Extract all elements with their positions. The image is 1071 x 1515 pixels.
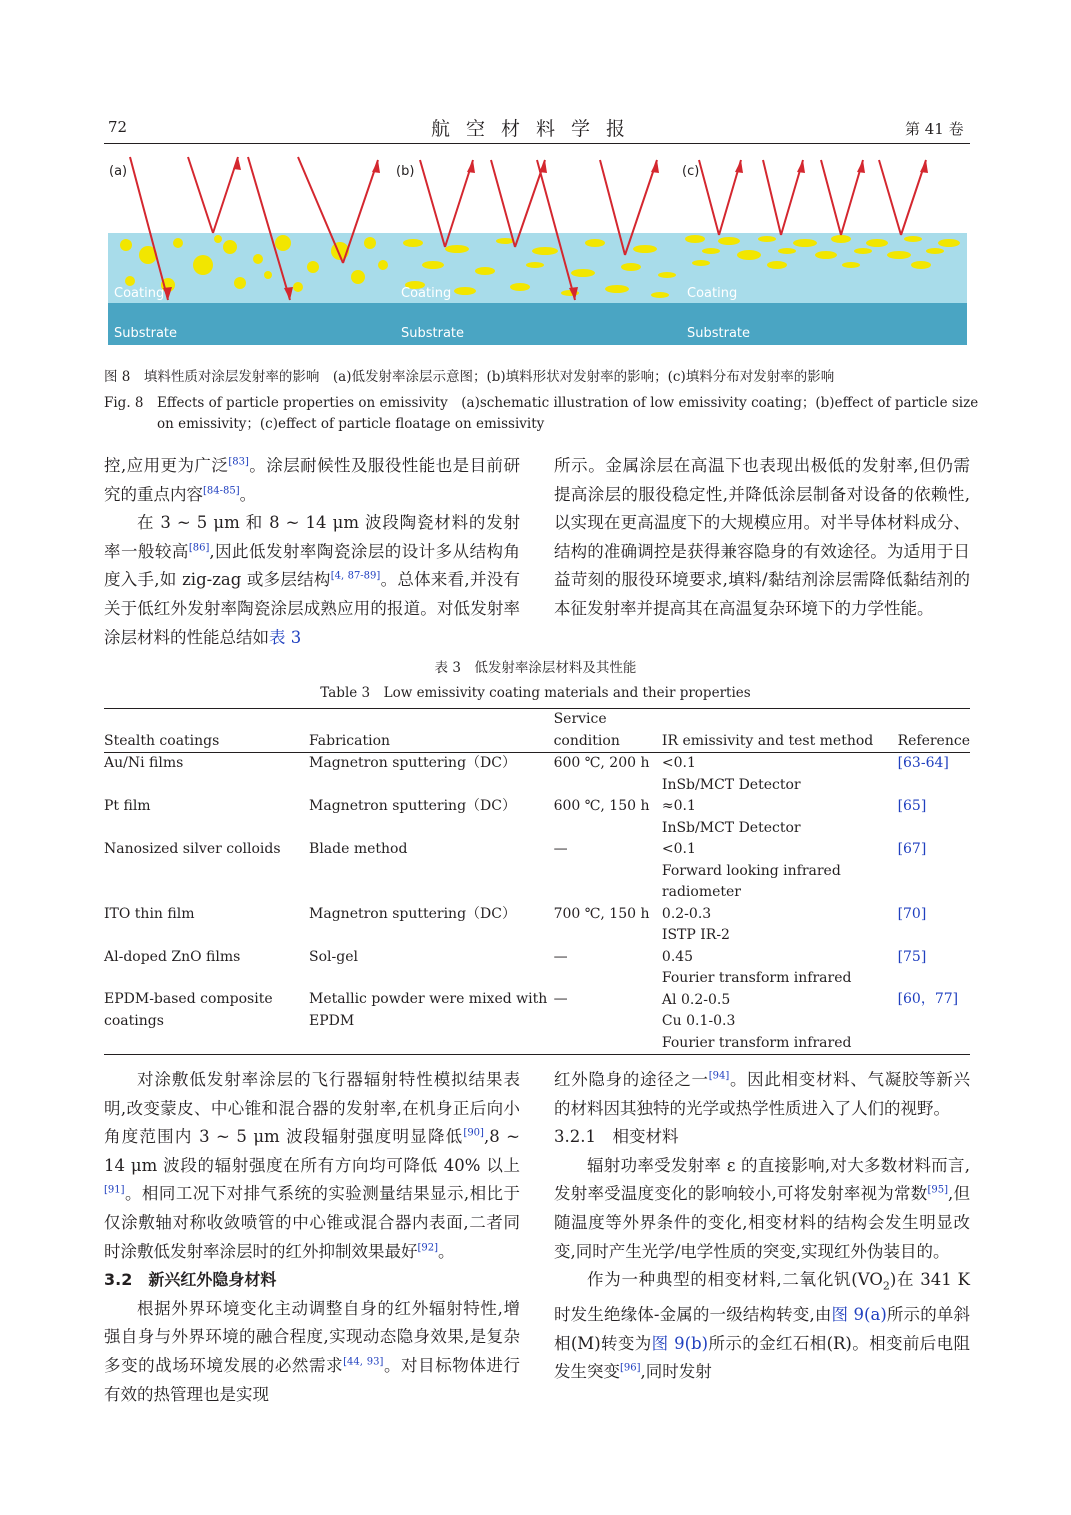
text-fragment: InSb/MCT Detector — [661, 819, 801, 836]
text-fragment: 所示的金红石相(R)。相变前后电阻发生突变 — [554, 1333, 970, 1382]
text-fragment: ,同时发射 — [640, 1362, 712, 1382]
text-fragment: 2 — [882, 1279, 890, 1293]
citation: [94] — [708, 1070, 730, 1082]
citation: [84-85] — [203, 485, 240, 497]
table-row — [104, 753, 970, 775]
text-fragment: 对涂敷低发射率涂层的飞行器辐射特性模拟结果表明,改变蒙皮、中心锥和混合器的发射率,在机身正后向小角度范围内 3 ~ 5 μm 波段辐射强度明显降低 — [104, 1070, 520, 1147]
text-fragment: 辐射功率受发射率 ε 的直接影响,对大多数材料而言,发射率受温度变化的影响较小,可将发射率视为常数 — [554, 1155, 970, 1204]
substrate-label-b: Substrate — [401, 326, 465, 341]
citation: [86] — [188, 542, 210, 554]
text-fragment: — — [553, 991, 568, 1007]
text-fragment: [60，77] — [897, 991, 959, 1007]
table3-title-en: Table 3 Low emissivity coating materials and their properties — [320, 685, 751, 701]
text-fragment: [70] — [897, 905, 927, 922]
figure9a-link[interactable]: 图 9(a) — [831, 1305, 887, 1325]
text-fragment: Magnetron sputtering（DC） — [309, 798, 516, 814]
text-fragment: 所示。金属涂层在高温下也表现出极低的发射率,但仍需提高涂层的服役稳定性,并降低涂层制备对设备的依赖性,以实现在更高温度下的大规模应用。对半导体材料成分、结构的准确调控是获得兼容隐身的有效途径。为适用于日益苛刻的服役环境要求,填料/黏结剂涂层需降低黏结剂的本征发射率并提高其在高温复杂环境下的力学性能。 — [554, 456, 970, 618]
text-fragment: ≈0.1 — [661, 798, 696, 814]
col-header: Service condition — [553, 711, 620, 749]
table3 — [104, 708, 970, 1055]
text-fragment: EPDM — [309, 1012, 355, 1029]
table-row — [104, 775, 970, 818]
text-fragment: Al-doped ZnO films — [104, 948, 241, 965]
lower-left-column — [104, 1066, 520, 1409]
citation: [44, 93] — [343, 1356, 384, 1368]
text-fragment: 。 — [239, 484, 257, 504]
text-fragment: <0.1 — [661, 841, 696, 857]
substrate-label-c: Substrate — [687, 326, 751, 341]
subsection-heading: 3.2.1 相变材料 — [554, 1127, 679, 1147]
coating-label-c: Coating — [687, 286, 738, 301]
citation: [4, 87-89] — [330, 570, 381, 582]
text-fragment: 700 ℃, 150 h — [553, 905, 650, 922]
table-row — [104, 968, 970, 1055]
upper-left-column — [104, 452, 520, 652]
figure8-panel-c — [681, 155, 967, 345]
text-fragment: 作为一种典型的相变材料,二氧化钒(VO — [587, 1270, 883, 1290]
table-row — [104, 818, 970, 861]
text-fragment: — — [553, 948, 568, 965]
header-rule — [104, 143, 970, 144]
text-fragment: Au/Ni films — [104, 755, 184, 771]
text-fragment: )在 341 K 时发生绝缘体-金属的一级结构转变,由 — [554, 1270, 971, 1325]
text-fragment: coatings — [104, 1012, 164, 1029]
table-row — [104, 925, 970, 968]
table3-link[interactable]: 表 3 — [269, 627, 302, 647]
citation: [96] — [620, 1362, 641, 1374]
text-fragment: 0.45 — [661, 948, 694, 965]
figure8-panel-a — [108, 155, 395, 345]
text-fragment: Magnetron sputtering（DC） — [309, 905, 516, 922]
text-fragment: Fourier transform infrared — [661, 1034, 852, 1051]
col-header: IR emissivity and test method — [661, 732, 874, 749]
text-fragment: 所示的单斜相(M)转变为 — [554, 1305, 971, 1353]
text-fragment: [65] — [897, 798, 927, 814]
text-fragment: Fourier transform infrared — [661, 970, 852, 986]
coating-label-b: Coating — [401, 286, 452, 301]
text-fragment: 根据外界环境变化主动调整自身的红外辐射特性,增强自身与外界环境的融合程度,实现动态隐身效果,是复杂多变的战场环境发展的必然需求 — [104, 1298, 520, 1375]
col-header: Stealth coatings — [104, 732, 220, 749]
text-fragment: 。对目标物体进行有效的热管理也是实现 — [104, 1355, 521, 1404]
text-fragment: Magnetron sputtering（DC） — [309, 755, 516, 771]
text-fragment: Al 0.2-0.5 — [661, 991, 731, 1008]
text-fragment: 。相同工况下对排气系统的实验测量结果显示,相比于仅涂敷轴对称收敛喷管的中心锥或混合器内表面,二者同时涂敷低发射率涂层时的红外抑制效果最好 — [104, 1184, 520, 1261]
text-fragment: 。因此相变材料、气凝胶等新兴的材料因其独特的光学或热学性质进入了人们的视野。 — [554, 1070, 971, 1118]
table-row — [104, 861, 970, 926]
citation: [83] — [228, 456, 249, 468]
table-header-row — [104, 709, 970, 753]
text-fragment: Pt film — [104, 798, 151, 814]
section-heading: 3.2 新兴红外隐身材料 — [104, 1270, 277, 1290]
figure8-caption-en: Fig. 8 Effects of particle properties on emissivity (a)schematic illustration of low emissivity coating；(b)effect of particle size — [104, 395, 979, 411]
coating-label-a: Coating — [114, 286, 165, 301]
text-fragment: Blade method — [309, 841, 408, 857]
text-fragment: 600 ℃, 150 h — [553, 798, 650, 814]
figure8-caption-en-cont: on emissivity；(c)effect of particle floatage on emissivity — [157, 416, 545, 432]
text-fragment: 0.2-0.3 — [661, 905, 712, 922]
lower-right-column — [554, 1066, 970, 1387]
journal-title: 航空材料学报 — [431, 118, 642, 140]
substrate-label-a: Substrate — [114, 326, 178, 341]
figure9b-link[interactable]: 图 9(b) — [651, 1333, 709, 1353]
text-fragment: 控,应用更为广泛 — [104, 456, 229, 475]
citation: [90] — [463, 1127, 484, 1139]
text-fragment: — — [553, 841, 568, 857]
text-fragment: EPDM-based composite — [104, 991, 273, 1007]
col-header: Fabrication — [309, 732, 391, 749]
citation: [95] — [927, 1184, 949, 1196]
text-fragment: [67] — [897, 841, 927, 857]
text-fragment: 红外隐身的途径之一 — [554, 1070, 709, 1089]
page-number: 72 — [108, 118, 128, 136]
text-fragment: 。 — [438, 1241, 455, 1261]
figure8-caption-cn: 图 8 填料性质对涂层发射率的影响 (a)低发射率涂层示意图；(b)填料形状对发射率的影响；(c)填料分布对发射率的影响 — [104, 369, 835, 385]
text-fragment: [63-64] — [897, 755, 949, 771]
text-fragment: Sol-gel — [309, 948, 358, 965]
text-fragment: Nanosized silver colloids — [104, 841, 281, 857]
text-fragment: radiometer — [661, 884, 741, 900]
text-fragment: ,但随温度等外界条件的变化,相变材料的结构会发生明显改变,同时产生光学/电学性质的突变,实现红外伪装目的。 — [554, 1184, 971, 1261]
text-fragment: ITO thin film — [104, 905, 195, 922]
text-fragment: Cu 0.1-0.3 — [661, 1013, 736, 1029]
panel-label-a: (a) — [109, 164, 128, 179]
citation: [91] — [104, 1184, 125, 1196]
text-fragment: ISTP IR-2 — [661, 927, 730, 943]
panel-label-c: (c) — [682, 164, 700, 179]
citation: [92] — [417, 1242, 439, 1254]
text-fragment: Forward looking infrared — [661, 862, 841, 879]
panel-label-b: (b) — [396, 164, 415, 179]
text-fragment: Metallic powder were mixed with — [309, 991, 548, 1007]
text-fragment: 在 3 ~ 5 μm 和 8 ~ 14 μm 波段陶瓷材料的发射率一般较高 — [104, 513, 520, 561]
text-fragment: ,8 ~ 14 μm 波段的辐射强度在所有方向均可降低 40% 以上 — [104, 1127, 520, 1175]
table3-title-cn: 表 3 低发射率涂层材料及其性能 — [434, 660, 637, 676]
text-fragment: <0.1 — [661, 755, 696, 771]
text-fragment: ,因此低发射率陶瓷涂层的设计多从结构角度入手,如 zig-zag 或多层结构 — [104, 541, 521, 590]
volume-label: 第 41 卷 — [905, 120, 964, 138]
text-fragment: [75] — [897, 948, 927, 965]
text-fragment: 600 ℃, 200 h — [553, 755, 650, 771]
col-header: Reference — [897, 732, 970, 749]
text-fragment: 。涂层耐候性及服役性能也是目前研究的重点内容 — [104, 456, 521, 504]
text-fragment: 。总体来看,并没有关于低红外发射率陶瓷涂层成熟应用的报道。对低发射率涂层材料的性能总结如 — [104, 570, 520, 647]
text-fragment: InSb/MCT Detector — [661, 776, 801, 793]
figure8-panel-b — [395, 155, 681, 345]
upper-right-column — [554, 452, 970, 624]
